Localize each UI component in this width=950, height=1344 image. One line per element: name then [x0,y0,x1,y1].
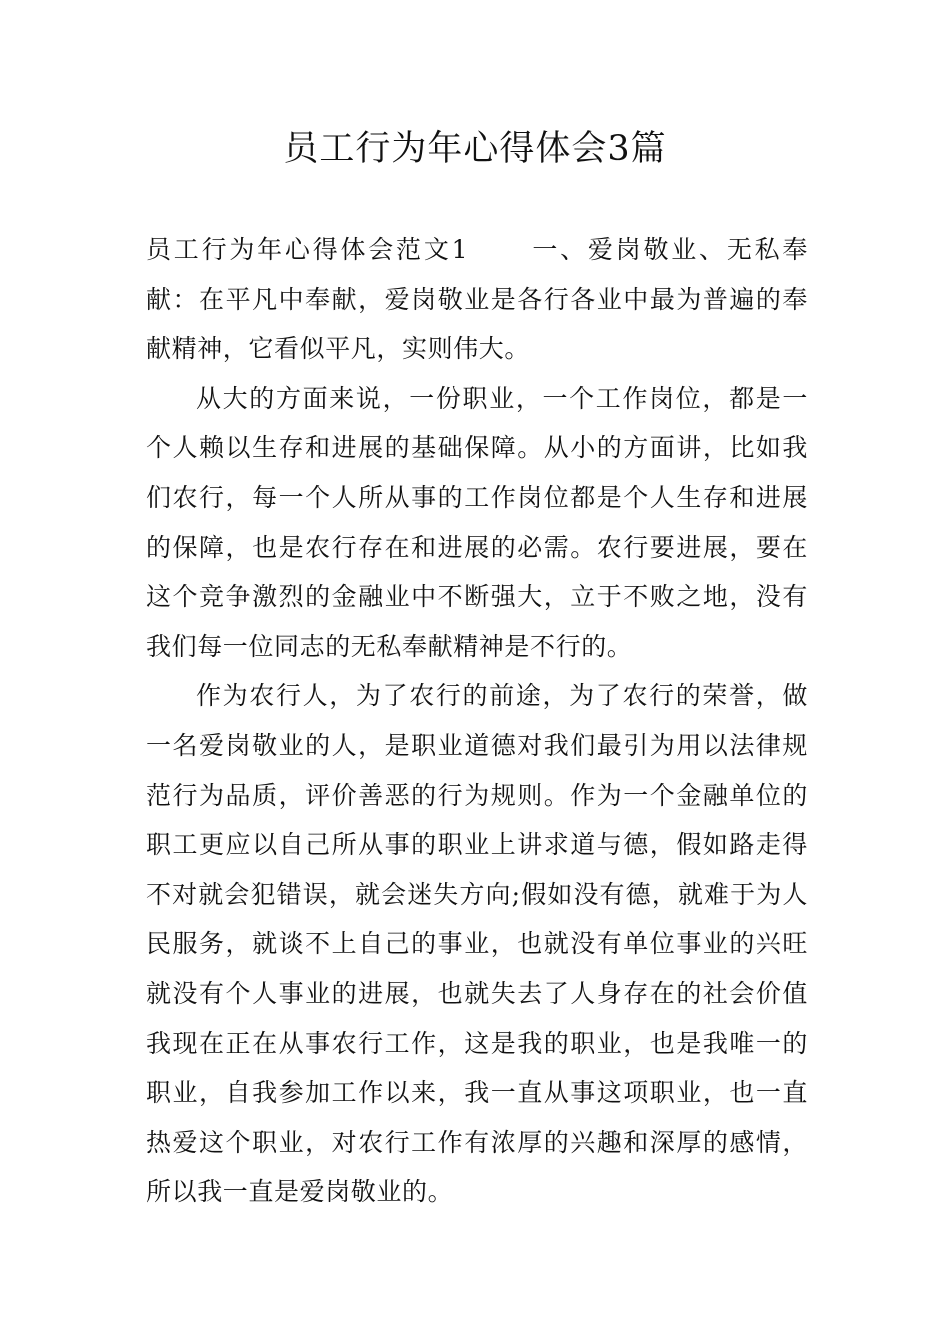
body-paragraph: 作为农行人，为了农行的前途，为了农行的荣誉，做一名爱岗敬业的人，是职业道德对我们最引为用以法律规范行为品质，评价善恶的行为规则。作为一个金融单位的职工更应以自己所从事的职业上讲求道与德，假如路走得不对就会犯错误，就会迷失方向;假如没有德，就难于为人民服务，就谈不上自己的事业，也就没有单位事业的兴旺就没有个人事业的进展，也就失去了人身存在的社会价值我现在正在从事农行工作，这是我的职业，也是我唯一的职业，自我参加工作以来，我一直从事这项职业，也一直热爱这个职业，对农行工作有浓厚的兴趣和深厚的感情，所以我一直是爱岗敬业的。 [146,681,808,1207]
section-title: 一、爱岗敬业、无私奉献： [146,235,808,314]
intro-paragraph [146,225,808,374]
document-body [146,225,808,1217]
body-paragraph: 从大的方面来说，一份职业，一个工作岗位，都是一个人赖以生存和进展的基础保障。从小的方面讲，比如我们农行，每一个人所从事的工作岗位都是个人生存和进展的保障，也是农行存在和进展的必需。农行要进展，要在这个竞争激烈的金融业中不断强大，立于不败之地，没有我们每一位同志的无私奉献精神是不行的。 [146,383,808,661]
essay-heading: 员工行为年心得体会范文1 [146,235,469,264]
intro-text: 在平凡中奉献，爱岗敬业是各行各业中最为普遍的奉献精神，它看似平凡，实则伟大。 [146,284,809,364]
document-title: 员工行为年心得体会3篇 [283,129,667,169]
